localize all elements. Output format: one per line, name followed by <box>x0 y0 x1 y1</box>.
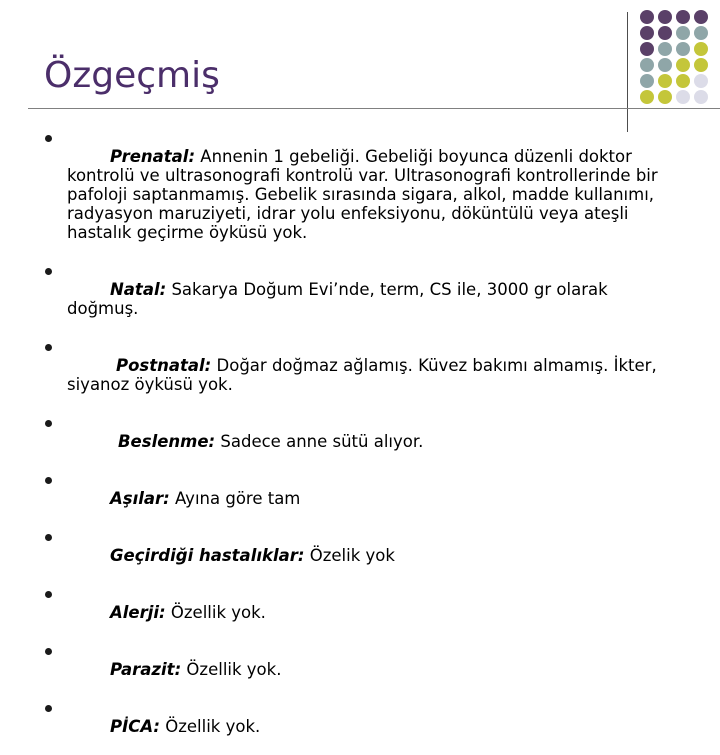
item-text: Özellik yok. <box>165 603 266 622</box>
list-item-gecirdigi-hastaliklar <box>45 527 675 584</box>
title-underline <box>28 108 720 109</box>
item-label: Aşılar: <box>109 489 170 508</box>
decorative-dot <box>640 74 654 88</box>
item-text: Sadece anne sütü alıyor. <box>215 432 424 451</box>
bullet-icon <box>45 420 52 427</box>
item-text: Sakarya Doğum Evi’nde, term, CS ile, 3000 gr olarak doğmuş. <box>67 280 613 318</box>
item-text: Annenin 1 gebeliği. Gebeliği boyunca düzenli doktor kontrolü ve ultrasonografi kontrolü var. Ultrasonografi kontrollerinde bir pafoloji saptanmamış. Gebelik sırasında sigara, alkol, madde kullanımı, radyasyon maruziyeti, idrar yolu enfeksiyonu, döküntülü veya ateşli hastalık geçirme öyküsü yok. <box>67 147 663 242</box>
bullet-icon <box>45 705 52 712</box>
decorative-dot <box>640 10 654 24</box>
item-label: Natal: <box>109 280 167 299</box>
item-label: PİCA: <box>109 717 160 736</box>
decorative-dot <box>640 42 654 56</box>
decorative-dot <box>676 90 690 104</box>
list-item-natal <box>45 261 675 337</box>
decorative-dot <box>694 90 708 104</box>
list-item-beslenme <box>45 413 675 470</box>
item-label: Prenatal: <box>109 147 196 166</box>
bullet-icon <box>45 135 52 142</box>
list-item-postnatal <box>45 337 675 413</box>
decorative-dot <box>676 58 690 72</box>
item-text: Doğar doğmaz ağlamış. Küvez bakımı almamış. İkter, siyanoz öyküsü yok. <box>67 356 662 394</box>
decorative-dot <box>658 58 672 72</box>
list-item-parazit <box>45 641 675 698</box>
item-label: Alerji: <box>109 603 166 622</box>
bullet-icon <box>45 268 52 275</box>
item-text: Özelik yok <box>304 546 395 565</box>
bullet-icon <box>45 591 52 598</box>
item-label: Parazit: <box>109 660 182 679</box>
decorative-dot <box>640 90 654 104</box>
list-item-pica <box>45 698 675 755</box>
decorative-dot <box>694 26 708 40</box>
decorative-dot <box>676 42 690 56</box>
bullet-icon <box>45 344 52 351</box>
decorative-dot <box>658 90 672 104</box>
decorative-dot <box>640 58 654 72</box>
item-text: Özellik yok. <box>160 717 261 736</box>
decorative-dot <box>658 74 672 88</box>
decorative-dot <box>658 42 672 56</box>
decorative-vertical-line <box>627 12 628 132</box>
decorative-dot <box>694 58 708 72</box>
decorative-dot <box>676 26 690 40</box>
decorative-dot-grid <box>638 10 720 120</box>
list-item-asilar <box>45 470 675 527</box>
item-label: Beslenme: <box>117 432 216 451</box>
list-item-alerji <box>45 584 675 641</box>
decorative-dot <box>694 74 708 88</box>
decorative-dot <box>658 10 672 24</box>
item-text: Özellik yok. <box>181 660 282 679</box>
item-label: Postnatal: <box>115 356 212 375</box>
slide-title: Özgeçmiş <box>44 55 220 96</box>
bullet-icon <box>45 648 52 655</box>
bullet-list <box>45 128 675 755</box>
list-item-prenatal <box>45 128 675 261</box>
item-text: Ayına göre tam <box>169 489 301 508</box>
decorative-dot <box>658 26 672 40</box>
bullet-icon <box>45 477 52 484</box>
decorative-dot <box>694 10 708 24</box>
decorative-dot <box>676 10 690 24</box>
decorative-dot <box>640 26 654 40</box>
decorative-dot <box>676 74 690 88</box>
item-label: Geçirdiği hastalıklar: <box>109 546 305 565</box>
decorative-dot <box>694 42 708 56</box>
